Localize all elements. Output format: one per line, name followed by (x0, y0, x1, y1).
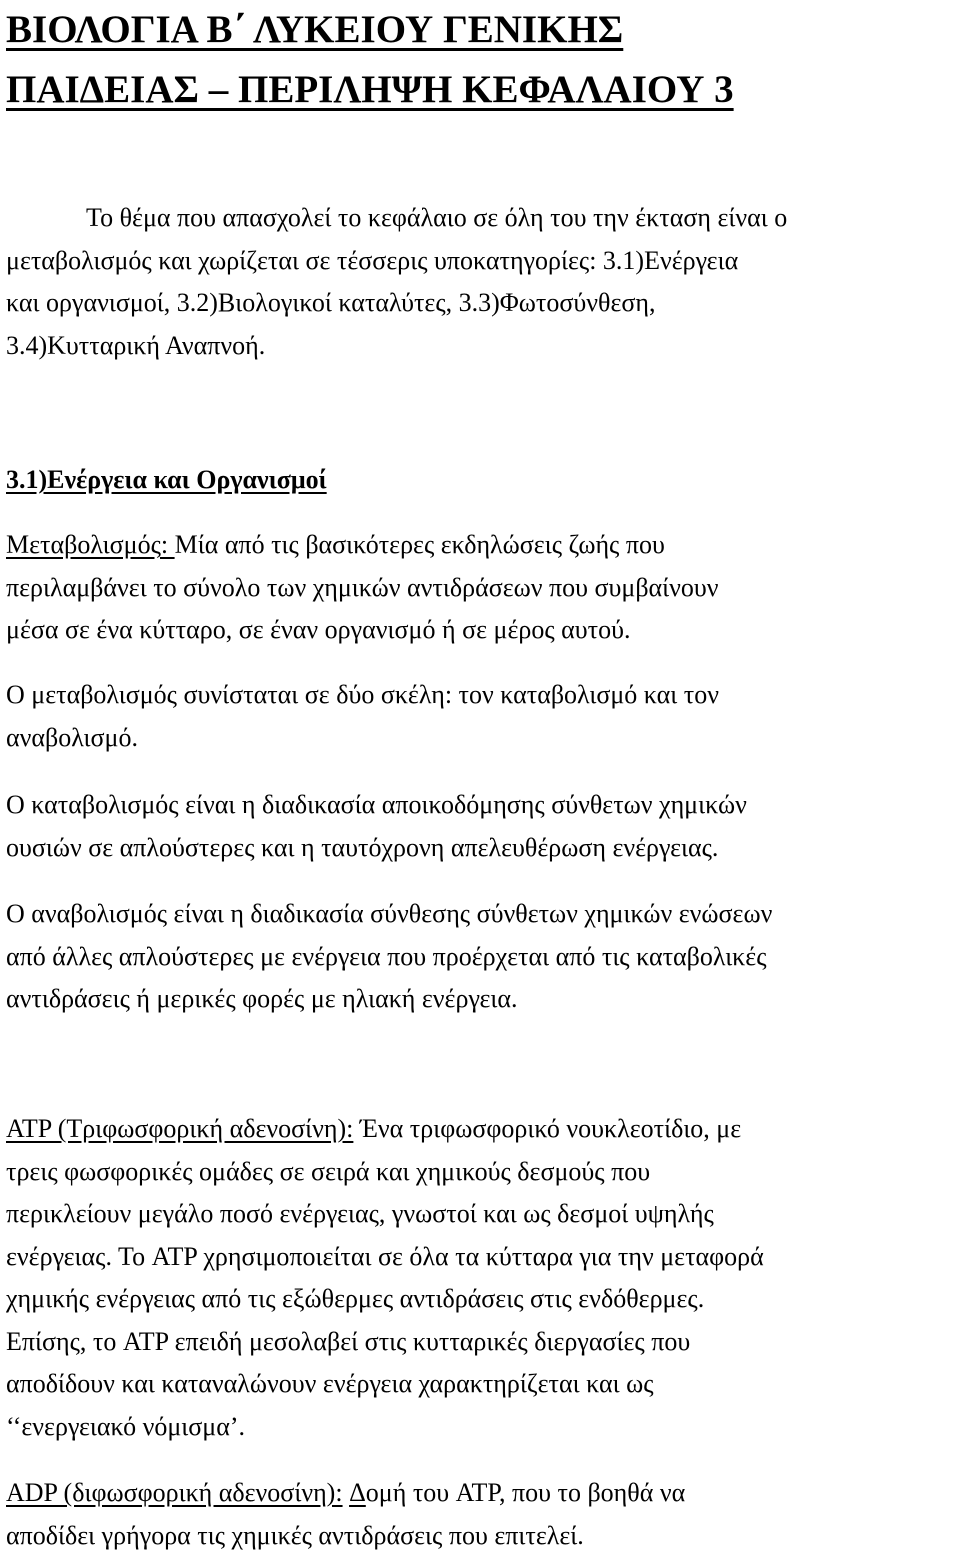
intro-line: και οργανισμοί, 3.2)Βιολογικοί καταλύτες, 3.3)Φωτοσύνθεση, (6, 282, 787, 325)
atp-line: Επίσης, το ATP επειδή μεσολαβεί στις κυτταρικές διεργασίες που (6, 1321, 764, 1364)
adp-definition-start: ομή του ATP, που το βοηθά να (366, 1478, 685, 1507)
adp-underlined-letter: Δ (349, 1478, 366, 1507)
atp-line: ενέργειας. Το ATP χρησιμοποιείται σε όλα τα κύτταρα για την μεταφορά (6, 1236, 764, 1279)
intro-line: 3.4)Κυτταρική Αναπνοή. (6, 325, 787, 368)
anabolism-line-3: αντιδράσεις ή μερικές φορές με ηλιακή ενέργεια. (6, 978, 772, 1021)
document-title (6, 0, 954, 120)
catabolism-line-2: ουσιών σε απλούστερες και η ταυτόχρονη απελευθέρωση ενέργειας. (6, 827, 747, 870)
intro-line: μεταβολισμός και χωρίζεται σε τέσσερις υποκατηγορίες: 3.1)Ενέργεια (6, 240, 787, 283)
intro-paragraph (6, 197, 787, 367)
atp-line: περικλείουν μεγάλο ποσό ενέργειας, γνωστοί και ως δεσμοί υψηλής (6, 1193, 764, 1236)
anabolism-line-2: από άλλες απλούστερες με ενέργεια που προέρχεται από τις καταβολικές (6, 936, 772, 979)
title-line-2: ΠΑΙΔΕΙΑΣ – ΠΕΡΙΛΗΨΗ ΚΕΦΑΛΑΙΟΥ 3 (6, 60, 734, 120)
parts-line-2: αναβολισμό. (6, 717, 719, 760)
adp-line-2: αποδίδει γρήγορα τις χημικές αντιδράσεις που επιτελεί. (6, 1515, 685, 1557)
atp-line-1 (6, 1108, 764, 1151)
intro-line: Το θέμα που απασχολεί το κεφάλαιο σε όλη του την έκταση είναι ο (6, 197, 787, 240)
metabolism-term: Μεταβολισμός: (6, 530, 175, 559)
metabolism-line-1 (6, 524, 719, 567)
atp-line: χημικής ενέργειας από τις εξώθερμες αντιδράσεις στις ενδόθερμες. (6, 1278, 764, 1321)
anabolism-paragraph (6, 893, 772, 1021)
metabolism-definition-start: Μία από τις βασικότερες εκδηλώσεις ζωής που (175, 530, 665, 559)
metabolism-line-3: μέσα σε ένα κύτταρο, σε έναν οργανισμό ή σε μέρος αυτού. (6, 609, 719, 652)
adp-term: ADP (διφωσφορική αδενοσίνη): (6, 1478, 343, 1507)
adp-line-1 (6, 1472, 685, 1515)
atp-line: τρεις φωσφορικές ομάδες σε σειρά και χημικούς δεσμούς που (6, 1151, 764, 1194)
anabolism-line-1: Ο αναβολισμός είναι η διαδικασία σύνθεσης σύνθετων χημικών ενώσεων (6, 893, 772, 936)
catabolism-paragraph (6, 784, 747, 869)
atp-definition-start: Ένα τριφωσφορικό νουκλεοτίδιο, με (353, 1114, 741, 1143)
document-page (6, 0, 954, 120)
parts-line-1: Ο μεταβολισμός συνίσταται σε δύο σκέλη: τον καταβολισμό και τον (6, 674, 719, 717)
metabolism-parts-paragraph (6, 674, 719, 759)
adp-paragraph (6, 1472, 685, 1557)
catabolism-line-1: Ο καταβολισμός είναι η διαδικασία αποικοδόμησης σύνθετων χημικών (6, 784, 747, 827)
metabolism-line-2: περιλαμβάνει το σύνολο των χημικών αντιδράσεων που συμβαίνουν (6, 567, 719, 610)
metabolism-paragraph (6, 524, 719, 652)
title-line-1: ΒΙΟΛΟΓΙΑ Β΄ ΛΥΚΕΙΟΥ ΓΕΝΙΚΗΣ (6, 0, 623, 60)
atp-line: αποδίδουν και καταναλώνουν ενέργεια χαρακτηρίζεται και ως (6, 1363, 764, 1406)
atp-paragraph (6, 1108, 764, 1448)
section-heading: 3.1)Ενέργεια και Οργανισμοί (6, 459, 327, 501)
atp-term: ATP (Τριφωσφορική αδενοσίνη): (6, 1114, 353, 1143)
atp-line: ‘‘ενεργειακό νόμισμα’. (6, 1406, 764, 1449)
